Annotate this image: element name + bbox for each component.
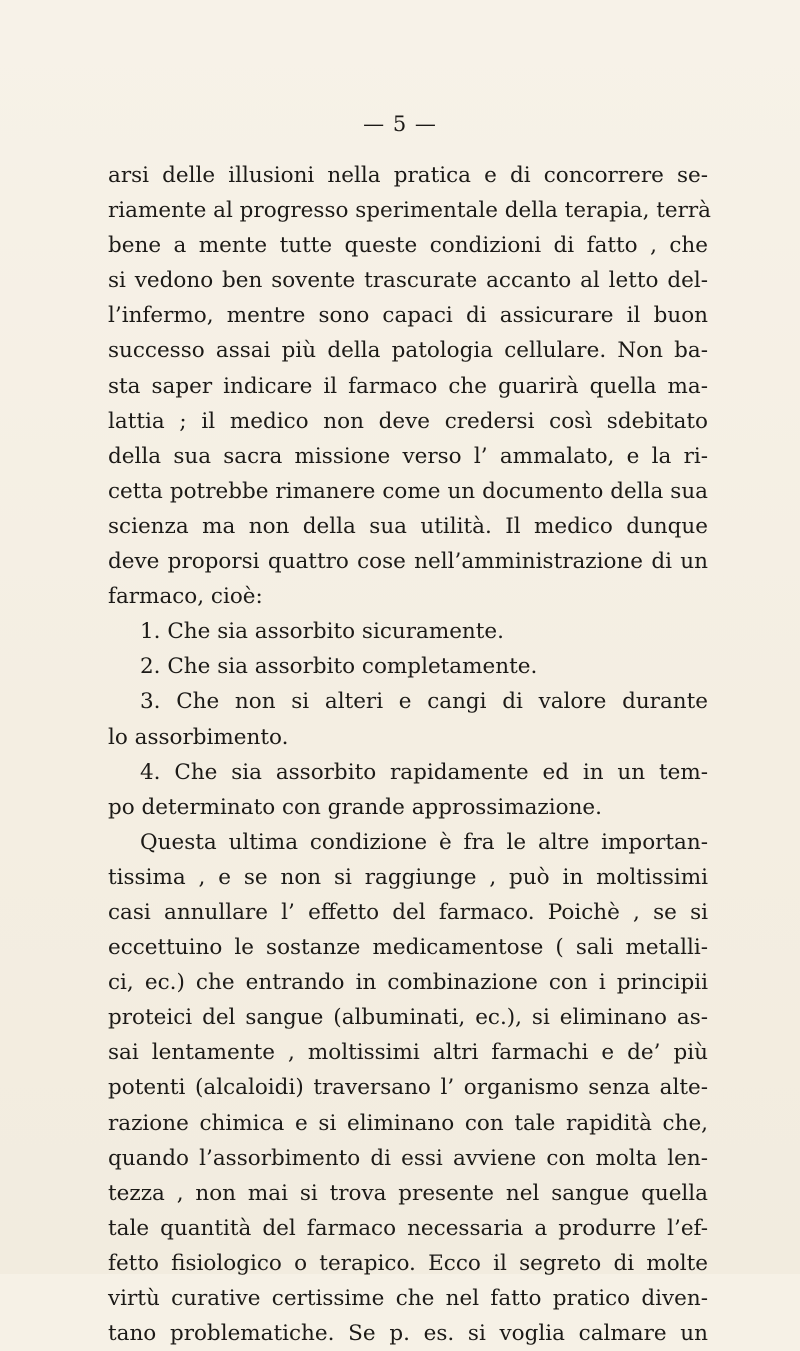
text-line: proteici del sangue (albuminati, ec.), si eliminano as- xyxy=(108,1005,708,1031)
text-line: quando l’assorbimento di essi avviene con molta len- xyxy=(108,1145,708,1171)
text-line: lattia ; il medico non deve credersi così sdebitato xyxy=(108,408,708,434)
text-line: farmaco, cioè: xyxy=(108,584,263,610)
text-line: sta saper indicare il farmaco che guarirà quella ma- xyxy=(108,373,708,399)
body-text xyxy=(108,158,711,1351)
text-line: tano problematiche. Se p. es. si voglia calmare un xyxy=(108,1321,708,1347)
text-line: tissima , e se non si raggiunge , può in moltissimi xyxy=(108,864,708,890)
text-line: successo assai più della patologia cellulare. Non ba- xyxy=(108,338,708,364)
page-number: — 5 — xyxy=(363,112,437,136)
text-line: virtù curative certissime che nel fatto pratico diven- xyxy=(108,1286,708,1311)
text-line: lo assorbimento. xyxy=(108,724,289,750)
text-line: l’infermo, mentre sono capaci di assicurare il buon xyxy=(108,303,708,329)
text-line: razione chimica e si eliminano con tale rapidità che, xyxy=(108,1110,708,1136)
text-line: della sua sacra missione verso l’ ammalato, e la ri- xyxy=(108,443,708,469)
text-line: 4. Che sia assorbito rapidamente ed in un tem- xyxy=(140,759,708,785)
text-line: deve proporsi quattro cose nell’amministrazione di un xyxy=(108,549,708,575)
text-line: fetto fisiologico o terapico. Ecco il segreto di molte xyxy=(108,1250,708,1276)
text-line: si vedono ben sovente trascurate accanto al letto del- xyxy=(108,268,708,294)
text-line: tezza , non mai si trova presente nel sangue quella xyxy=(108,1180,708,1206)
text-line: potenti (alcaloidi) traversano l’ organismo senza alte- xyxy=(108,1075,708,1101)
text-line: po determinato con grande approssimazione. xyxy=(108,794,602,820)
text-line: scienza ma non della sua utilità. Il medico dunque xyxy=(108,513,708,539)
text-line: bene a mente tutte queste condizioni di fatto , che xyxy=(108,233,708,259)
text-line: tale quantità del farmaco necessaria a produrre l’ef- xyxy=(108,1215,708,1241)
text-line: 2. Che sia assorbito completamente. xyxy=(140,654,538,680)
text-line: Questa ultima condizione è fra le altre importan- xyxy=(140,829,708,855)
text-line: sai lentamente , moltissimi altri farmachi e de’ più xyxy=(108,1040,708,1066)
text-line: 3. Che non si alteri e cangi di valore durante xyxy=(140,689,708,715)
text-line: casi annullare l’ effetto del farmaco. Poichè , se si xyxy=(108,899,708,925)
text-line: arsi delle illusioni nella pratica e di concorrere se- xyxy=(108,163,708,188)
text-line: riamente al progresso sperimentale della terapia, terrà xyxy=(108,198,711,224)
text-line: eccettuino le sostanze medicamentose ( sali metalli- xyxy=(108,935,708,961)
text-line: ci, ec.) che entrando in combinazione con i principii xyxy=(108,970,708,996)
text-line: cetta potrebbe rimanere come un documento della sua xyxy=(108,478,708,504)
text-line: 1. Che sia assorbito sicuramente. xyxy=(140,619,504,645)
